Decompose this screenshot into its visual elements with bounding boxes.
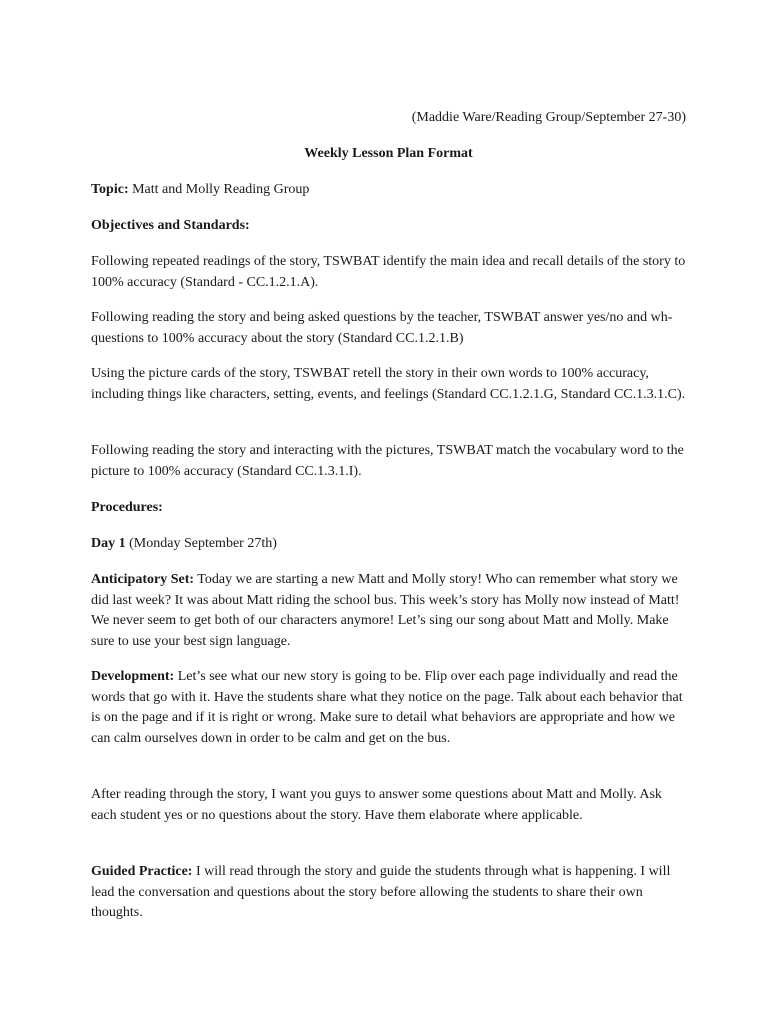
- objectives-heading: Objectives and Standards:: [91, 218, 250, 233]
- objective-2: Following reading the story and being asked questions by the teacher, TSWBAT answer yes/no and wh- questions to 100% accuracy about the story (Standard CC.1.2.1.B): [91, 310, 673, 346]
- document-title: Weekly Lesson Plan Format: [304, 146, 473, 161]
- procedures-heading: Procedures:: [91, 500, 163, 515]
- day-text: (Monday September 27th): [125, 536, 277, 551]
- objective-4: Following reading the story and interacting with the pictures, TSWBAT match the vocabulary word to the picture to 100% accuracy (Standard CC.1.3.1.I).: [91, 443, 684, 479]
- day-1-line: [91, 534, 686, 555]
- development-text: Let’s see what our new story is going to be. Flip over each page individually and read the words that go with it. Have the students share what they notice on the page. Talk about each behavior that is on the page and if it is right or wrong. Make sure to detail what behaviors are appropriate and how we can calm ourselves down in order to be calm and get on the bus.: [91, 669, 683, 746]
- anticipatory-text: Today we are starting a new Matt and Molly story! Who can remember what story we did last week? It was about Matt riding the school bus. This week’s story has Molly now instead of Matt! We never seem to get both of our characters anymore! Let’s sing our song about Matt and Molly. Make sure to use your best sign language.: [91, 572, 680, 649]
- objective-3: Using the picture cards of the story, TSWBAT retell the story in their own words to 100% accuracy, including things like characters, setting, events, and feelings (Standard CC.1.2.1.G, Standard CC.1.3.1.C).: [91, 366, 686, 402]
- topic-label: Topic:: [91, 182, 129, 197]
- anticipatory-set: [91, 570, 686, 652]
- guided-text: I will read through the story and guide the students through what is happening. I will lead the conversation and questions about the story before allowing the students to share their own thoughts.: [91, 864, 671, 920]
- anticipatory-label: Anticipatory Set:: [91, 572, 195, 587]
- topic-text: Matt and Molly Reading Group: [128, 182, 310, 197]
- day-label: Day 1: [91, 536, 126, 551]
- development-label: Development:: [91, 669, 175, 684]
- objective-1: Following repeated readings of the story, TSWBAT identify the main idea and recall details of the story to 100% accuracy (Standard - CC.1.2.1.A).: [91, 254, 686, 290]
- development: [91, 667, 686, 749]
- guided-label: Guided Practice:: [91, 864, 193, 879]
- document-header: (Maddie Ware/Reading Group/September 27-30): [411, 110, 686, 125]
- after-reading: After reading through the story, I want you guys to answer some questions about Matt and Molly. Ask each student yes or no questions about the story. Have them elaborate where applicable.: [91, 787, 662, 823]
- topic-line: [91, 180, 686, 201]
- guided-practice: [91, 862, 686, 924]
